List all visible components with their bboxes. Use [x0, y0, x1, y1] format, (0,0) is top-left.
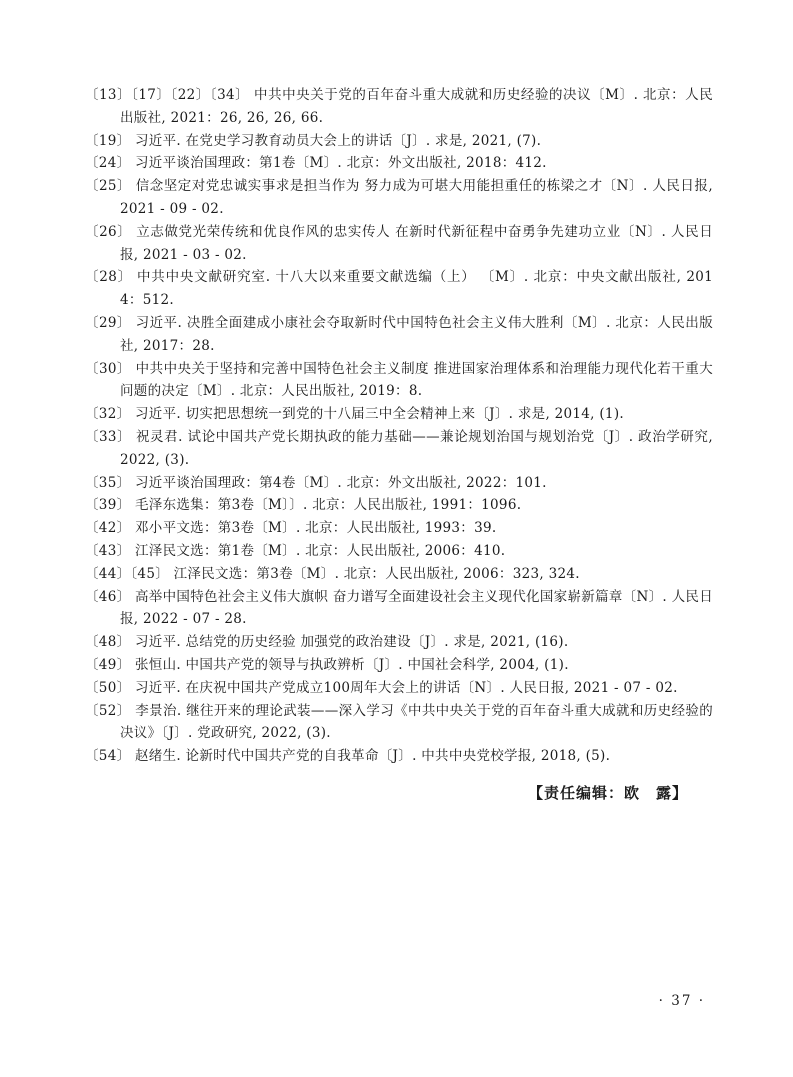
reference-item: 〔54〕 赵绪生. 论新时代中国共产党的自我革命〔J〕. 中共中央党校学报, 2018, (5). — [85, 748, 611, 765]
reference-item: 〔48〕 习近平. 总结党的历史经验 加强党的政治建设〔J〕. 求是, 2021, (16). — [85, 634, 569, 651]
reference-item: 〔29〕 习近平. 决胜全面建成小康社会夺取新时代中国特色社会主义伟大胜利〔M〕. 北京：人民出版社, 2017：28. — [85, 314, 713, 354]
reference-item: 〔44〕〔45〕 江泽民文选：第3卷〔M〕. 北京：人民出版社, 2006：323, 324. — [85, 565, 580, 582]
reference-item: 〔49〕 张恒山. 中国共产党的领导与执政辨析〔J〕. 中国社会科学, 2004, (1). — [85, 656, 569, 673]
reference-item: 〔13〕〔17〕〔22〕〔34〕 中共中央关于党的百年奋斗重大成就和历史经验的决议〔M〕. 北京：人民出版社, 2021：26, 26, 26, 66. — [85, 87, 713, 126]
reference-item: 〔50〕 习近平. 在庆祝中国共产党成立100周年大会上的讲话〔N〕. 人民日报, 2021 - 07 - 02. — [85, 679, 678, 696]
reference-item: 〔52〕 李景治. 继往开来的理论武装——深入学习《中共中央关于党的百年奋斗重大成就和历史经验的决议》〔J〕. 党政研究, 2022, (3). — [85, 702, 713, 742]
reference-item: 〔33〕 祝灵君. 试论中国共产党长期执政的能力基础——兼论规划治国与规划治党〔J〕. 政治学研究, 2022, (3). — [85, 428, 713, 468]
page-number: · 37 · — [658, 993, 705, 1009]
reference-item: 〔35〕 习近平谈治国理政：第4卷〔M〕. 北京：外文出版社, 2022：101. — [85, 474, 547, 491]
references-list — [85, 84, 713, 804]
reference-item: 〔19〕 习近平. 在党史学习教育动员大会上的讲话〔J〕. 求是, 2021, (7). — [85, 132, 542, 149]
reference-item: 〔30〕 中共中央关于坚持和完善中国特色社会主义制度 推进国家治理体系和治理能力现代化若干重大问题的决定〔M〕. 北京：人民出版社, 2019：8. — [85, 360, 713, 400]
reference-item: 〔24〕 习近平谈治国理政：第1卷〔M〕. 北京：外文出版社, 2018：412. — [85, 155, 547, 172]
responsible-editor-line: 【责任编辑：欧 露】 — [527, 783, 688, 802]
reference-item: 〔46〕 高举中国特色社会主义伟大旗帜 奋力谱写全面建设社会主义现代化国家崭新篇章〔N〕. 人民日报, 2022 - 07 - 28. — [85, 588, 713, 628]
reference-item: 〔32〕 习近平. 切实把思想统一到党的十八届三中全会精神上来〔J〕. 求是, 2014, (1). — [85, 406, 624, 423]
reference-item: 〔25〕 信念坚定对党忠诚实事求是担当作为 努力成为可堪大用能担重任的栋梁之才〔N〕. 人民日报, 2021 - 09 - 02. — [85, 178, 713, 217]
reference-item: 〔26〕 立志做党光荣传统和优良作风的忠实传人 在新时代新征程中奋勇争先建功立业〔N〕. 人民日报, 2021 - 03 - 02. — [85, 223, 713, 263]
reference-item: 〔43〕 江泽民文选：第1卷〔M〕. 北京：人民出版社, 2006：410. — [85, 542, 506, 559]
reference-item: 〔42〕 邓小平文选：第3卷〔M〕. 北京：人民出版社, 1993：39. — [85, 520, 497, 537]
reference-item: 〔28〕 中共中央文献研究室. 十八大以来重要文献选编（上） 〔M〕. 北京：中央文献出版社, 2014：512. — [85, 269, 713, 309]
reference-item: 〔39〕 毛泽东选集：第3卷〔M〕〕. 北京：人民出版社, 1991：1096. — [85, 497, 522, 514]
